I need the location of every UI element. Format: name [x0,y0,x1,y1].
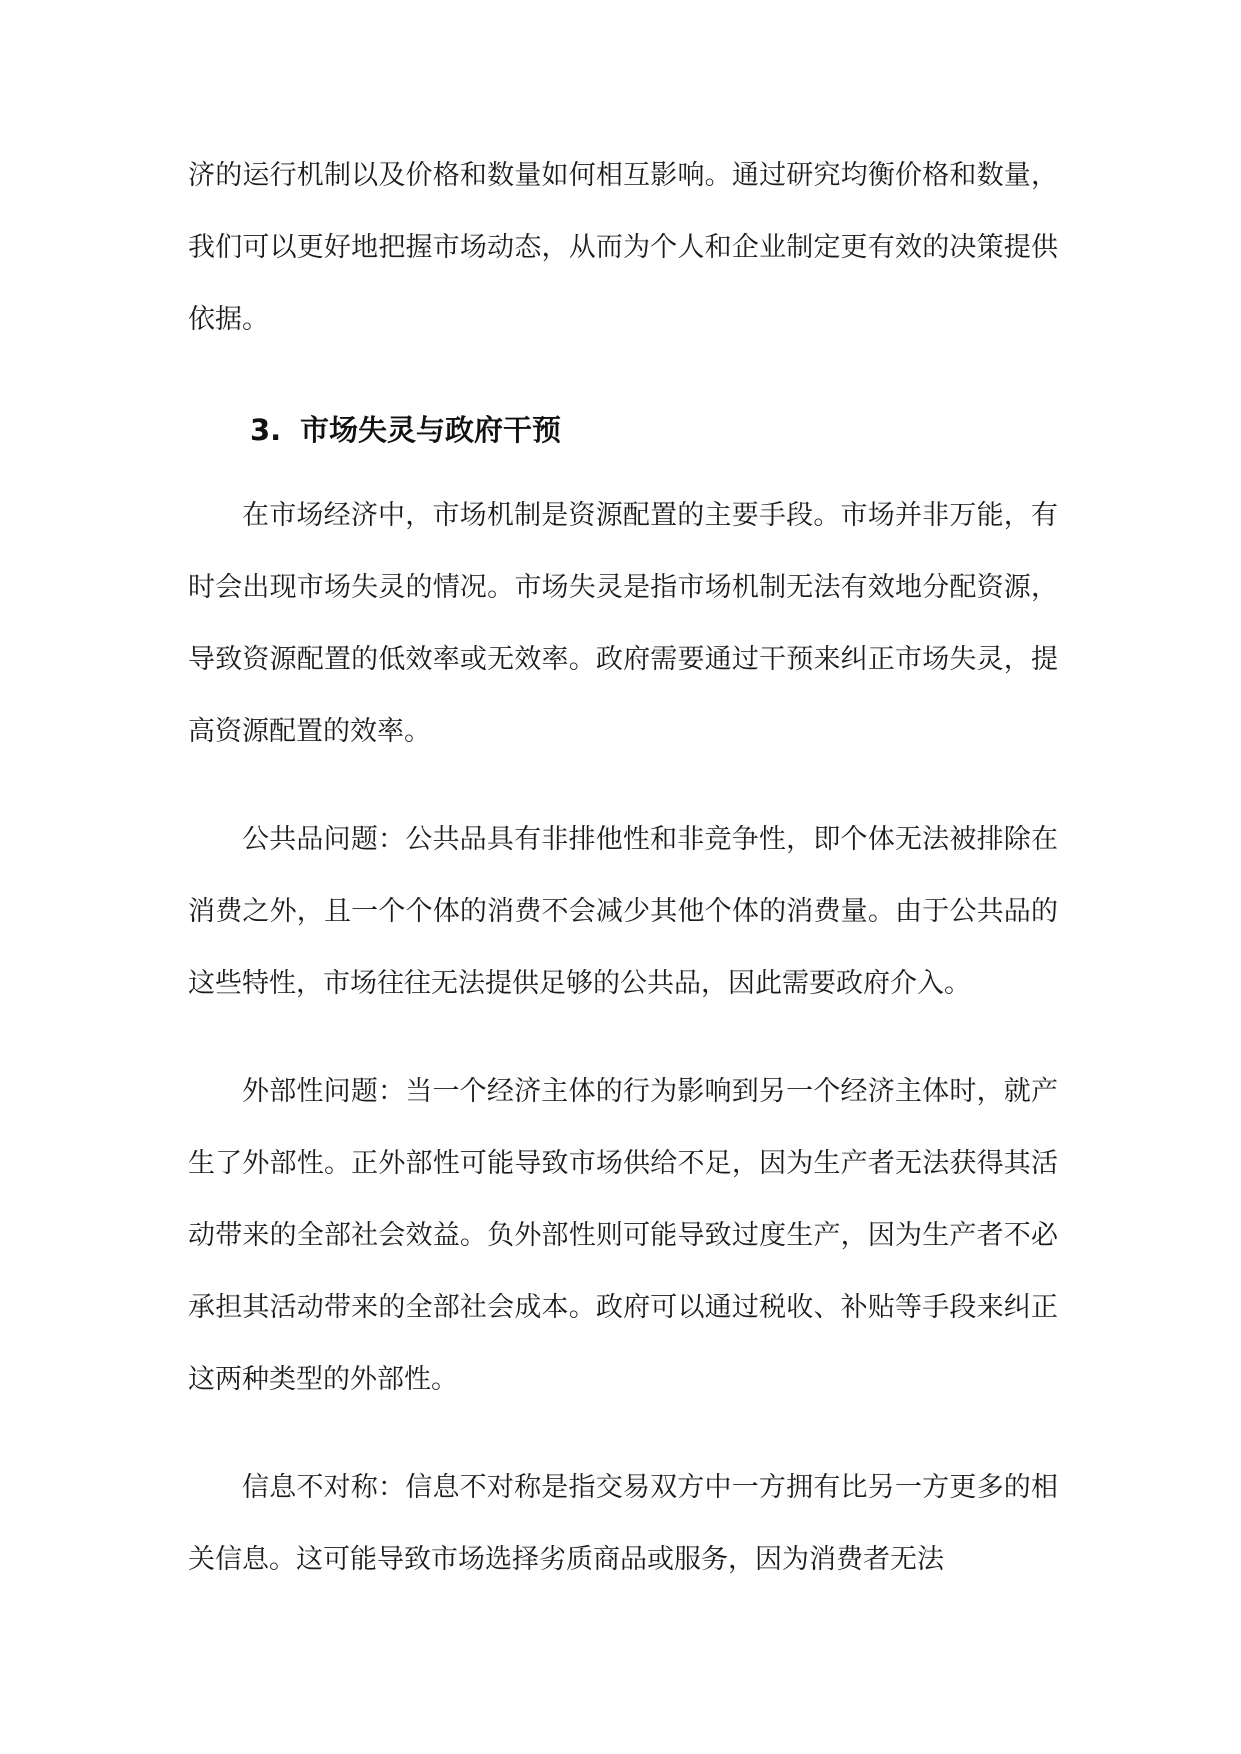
section-title: 市场失灵与政府干预 [300,413,562,447]
paragraph-externalities: 外部性问题：当一个经济主体的行为影响到另一个经济主体时，就产生了外部性。正外部性可能导致市场供给不足，因为生产者无法获得其活动带来的全部社会效益。负外部性则可能导致过度生产，因为生产者不必承担其活动带来的全部社会成本。政府可以通过税收、补贴等手段来纠正这两种类型的外部性。 [188,1076,1058,1395]
document-body [188,140,1058,1596]
paragraph-continuation: 济的运行机制以及价格和数量如何相互影响。通过研究均衡价格和数量，我们可以更好地把握市场动态，从而为个人和企业制定更有效的决策提供依据。 [188,160,1058,335]
paragraph-market-failure: 在市场经济中，市场机制是资源配置的主要手段。市场并非万能，有时会出现市场失灵的情况。市场失灵是指市场机制无法有效地分配资源，导致资源配置的低效率或无效率。政府需要通过干预来纠正市场失灵，提高资源配置的效率。 [188,500,1058,747]
section-number: 3. [250,413,282,447]
paragraph-public-goods: 公共品问题：公共品具有非排他性和非竞争性，即个体无法被排除在消费之外，且一个个体的消费不会减少其他个体的消费量。由于公共品的这些特性，市场往往无法提供足够的公共品，因此需要政府介入。 [188,824,1058,999]
section-heading [188,394,1058,466]
paragraph-information-asymmetry: 信息不对称：信息不对称是指交易双方中一方拥有比另一方更多的相关信息。这可能导致市场选择劣质商品或服务，因为消费者无法 [188,1472,1058,1575]
